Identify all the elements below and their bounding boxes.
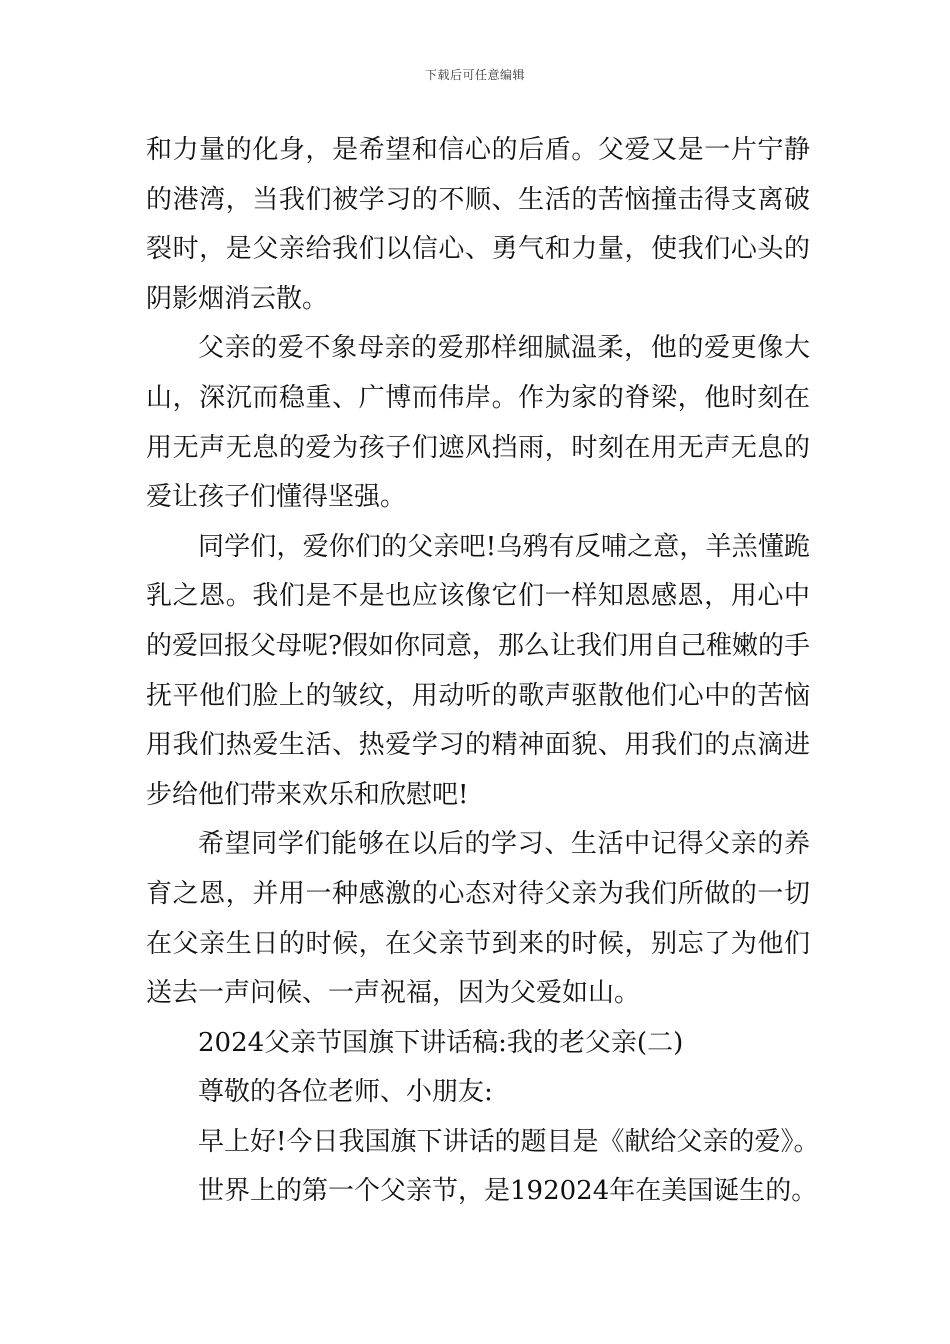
- speech-first-fathers-day: 世界上的第一个父亲节，是192024年在美国诞生的。: [198, 1176, 818, 1207]
- speech-greeting: 尊敬的各位老师、小朋友:: [198, 1077, 493, 1108]
- speech-opening: 早上好!今日我国旗下讲话的题目是《献给父亲的爱》。: [198, 1126, 820, 1157]
- paragraph-continued: 和力量的化身，是希望和信心的后盾。父爱又是一片宁静的港湾，当我们被学习的不顺、生活的苦恼撞击得支离破裂时，是父亲给我们以信心、勇气和力量，使我们心头的阴影烟消云散。: [146, 135, 810, 314]
- paragraph-love-your-father: 同学们，爱你们的父亲吧!乌鸦有反哺之意，羊羔懂跪乳之恩。我们是不是也应该像它们一样知恩感恩，用心中的爱回报父母呢?假如你同意，那么让我们用自己稚嫩的手抚平他们脸上的皱纹，用动听的歌声驱散他们心中的苦恼用我们热爱生活、热爱学习的精神面貌、用我们的点滴进步给他们带来欢乐和欣慰吧!: [146, 531, 810, 810]
- document-body: [146, 126, 820, 1217]
- paragraph-hope: 希望同学们能够在以后的学习、生活中记得父亲的养育之恩，并用一种感激的心态对待父亲为我们所做的一切在父亲生日的时候，在父亲节到来的时候，别忘了为他们送去一声问候、一声祝福，因为父爱如山。: [146, 829, 810, 1009]
- page-header: 下载后可任意编辑: [424, 68, 525, 82]
- speech-title: 2024父亲节国旗下讲话稿:我的老父亲(二): [198, 1027, 684, 1058]
- paragraph-father-love: 父亲的爱不象母亲的爱那样细腻温柔，他的爱更像大山，深沉而稳重、广博而伟岸。作为家的脊梁，他时刻在用无声无息的爱为孩子们遮风挡雨，时刻在用无声无息的爱让孩子们懂得坚强。: [146, 333, 810, 513]
